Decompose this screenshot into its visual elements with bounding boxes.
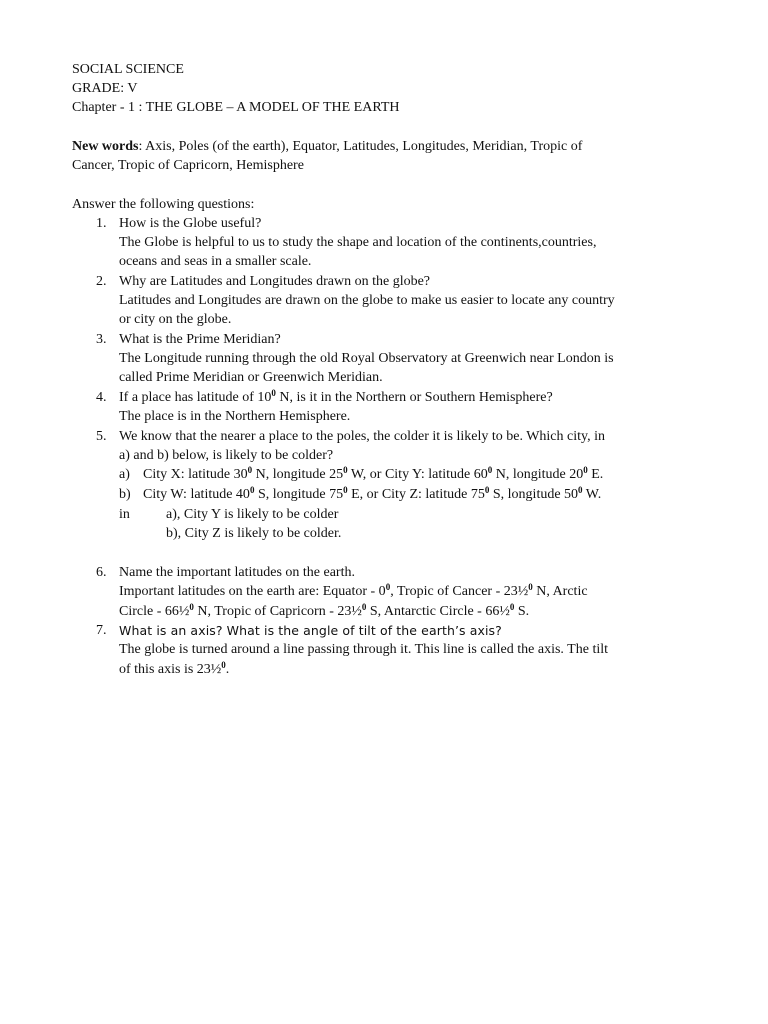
answer-text: or city on the globe. xyxy=(119,312,232,327)
new-words-text-1: : Axis, Poles (of the earth), Equator, Latitudes, Longitudes, Meridian, Tropic of xyxy=(138,139,583,154)
degree-symbol: 0 xyxy=(271,388,276,398)
answer-text: Circle - 66½$^0$ N, Tropic of Capricorn - 23½$^0$ S, Antarctic Circle - 66½$^0$ S. xyxy=(119,602,530,619)
option-text: City W: latitude $40^0$ S, longitude $75^0$ E, or City Z: latitude $75^0$ S, longitude $50^0$ W. xyxy=(143,485,602,502)
new-words-line-2: Cancer, Tropic of Capricorn, Hemisphere xyxy=(72,158,304,173)
question-number: 2. xyxy=(96,274,107,289)
question-text: a) and b) below, is likely to be colder? xyxy=(119,448,334,463)
answer-text: Latitudes and Longitudes are drawn on the globe to make us easier to locate any country xyxy=(119,293,615,308)
answer-text: of this axis is 23½$^0$. xyxy=(119,660,230,677)
grade-heading: GRADE: V xyxy=(72,81,138,96)
question-number: 7. xyxy=(96,623,107,638)
answer-text: a), City Y is likely to be colder xyxy=(166,507,339,522)
option-label: a) xyxy=(119,467,130,482)
answer-text: oceans and seas in a smaller scale. xyxy=(119,254,312,269)
answer-prefix: in xyxy=(119,507,130,522)
answer-text: The globe is turned around a line passing through it. This line is called the axis. The tilt xyxy=(119,642,609,657)
answer-text: Important latitudes on the earth are: Equator - $0^0$, Tropic of Cancer - 23½$^0$ N, Arctic xyxy=(119,582,588,599)
question-number: 5. xyxy=(96,429,107,444)
question-text: Why are Latitudes and Longitudes drawn on the globe? xyxy=(119,274,431,289)
answer-text: The place is in the Northern Hemisphere. xyxy=(119,409,351,424)
new-words-line-1 xyxy=(72,137,582,156)
instruction-text: Answer the following questions: xyxy=(72,197,255,212)
question-text: If a place has latitude of $10^0$ N, is it in the Northern or Southern Hemisphere? xyxy=(119,388,553,405)
chapter-heading: Chapter - 1 : THE GLOBE – A MODEL OF THE EARTH xyxy=(72,100,400,115)
answer-text: The Longitude running through the old Royal Observatory at Greenwich near London is xyxy=(119,351,614,366)
option-text: City X: latitude $30^0$ N, longitude $25^0$ W, or City Y: latitude $60^0$ N, longitude $20^0$ E. xyxy=(143,465,604,482)
question-text: What is an axis? What is the angle of tilt of the earth’s axis? xyxy=(119,623,502,638)
question-text: Name the important latitudes on the earth. xyxy=(119,565,355,580)
question-text: What is the Prime Meridian? xyxy=(119,332,281,347)
question-number: 6. xyxy=(96,565,107,580)
question-number: 1. xyxy=(96,216,107,231)
question-text: How is the Globe useful? xyxy=(119,216,262,231)
option-label: b) xyxy=(119,487,131,502)
new-words-label: New words xyxy=(72,139,139,154)
question-text: We know that the nearer a place to the poles, the colder it is likely to be. Which city, in xyxy=(119,429,605,444)
answer-text: called Prime Meridian or Greenwich Meridian. xyxy=(119,370,383,385)
answer-text: The Globe is helpful to us to study the shape and location of the continents,countries, xyxy=(119,235,597,250)
answer-text: b), City Z is likely to be colder. xyxy=(166,526,342,541)
question-number: 4. xyxy=(96,390,107,405)
subject-heading: SOCIAL SCIENCE xyxy=(72,62,184,77)
question-number: 3. xyxy=(96,332,107,347)
